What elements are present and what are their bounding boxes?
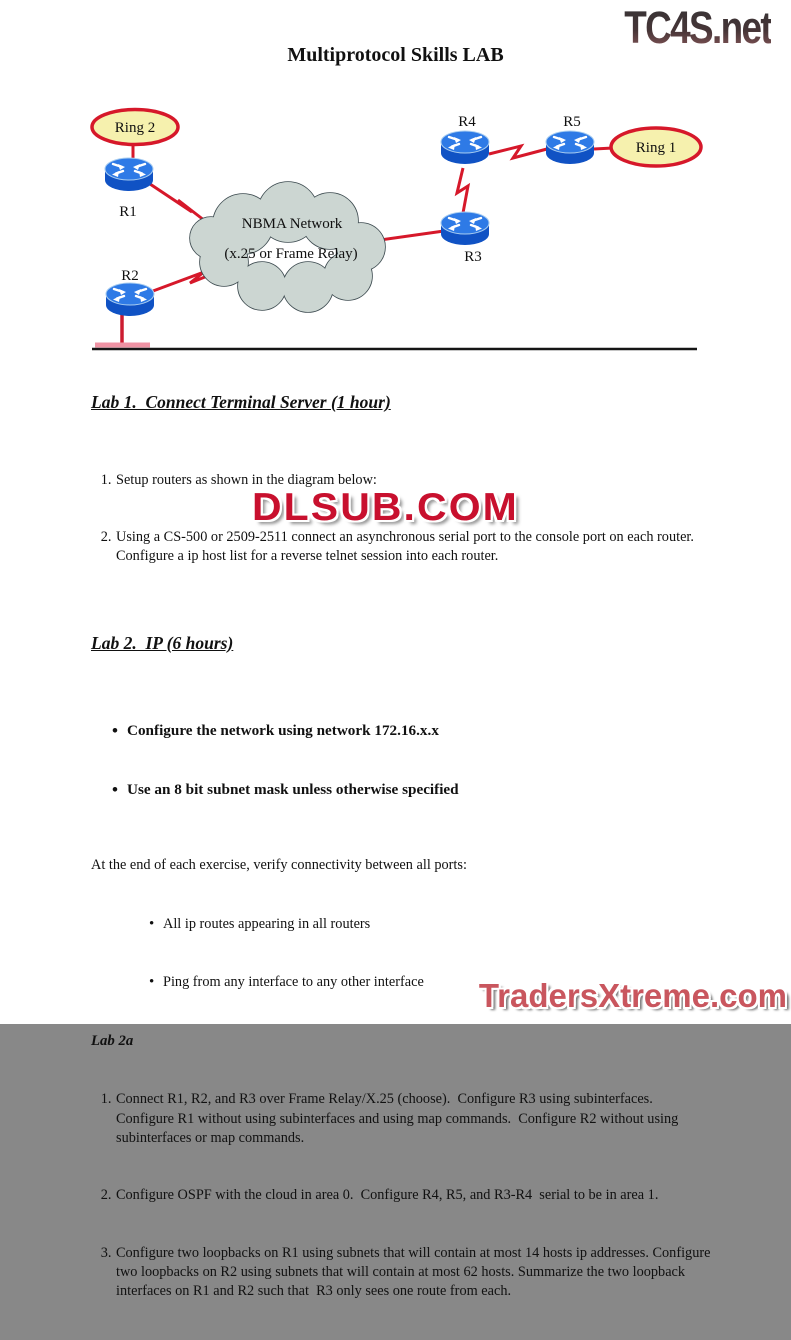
router-r4 [441,114,489,164]
ring1-node [611,128,701,166]
router-r3 [441,212,489,265]
router-r5-label: R5 [563,114,581,130]
ring2-node [92,110,178,145]
ring1-label: Ring 1 [635,140,677,156]
verify-item-1: • All ip routes appearing in all routers [91,915,713,934]
verify-item-2: • Ping from any interface to any other interface [91,973,713,992]
verify-intro: At the end of each exercise, verify connectivity between all ports: [91,857,467,874]
serial-r4-r3 [457,168,468,213]
network-diagram [0,0,791,380]
router-r2-label: R2 [121,268,139,284]
lab2-requirement-1: • Configure the network using network 172.16.x.x [91,720,713,742]
lab2a-heading: Lab 2a [91,1033,134,1050]
lab1-step-2: 2. Using a CS-500 or 2509-2511 connect an asynchronous serial port to the console port on each router. Configure a ip host list for a reverse telnet session into each router. [115,528,713,566]
router-r1 [105,158,153,220]
nbma-cloud [190,182,385,312]
lab1-steps [91,432,713,604]
cloud-label-line2: (x.25 or Frame Relay) [224,246,358,262]
lab2a-step-1: 1. Connect R1, R2, and R3 over Frame Relay/X.25 (choose). Configure R3 using subinterfaces. Configure R1 without using subinterfaces and using map commands. Configure R2 without using subinterfaces or map commands. [115,1090,713,1147]
tc4s-logo: TC4S.net [624,2,771,53]
router-r1-label: R1 [119,204,137,220]
lab1-heading: Lab 1. Connect Terminal Server (1 hour) [91,392,391,412]
serial-r4-r5 [489,146,547,158]
lab2a-step-2: 2. Configure OSPF with the cloud in area 0. Configure R4, R5, and R3-R4 serial to be in area 1. [115,1186,713,1205]
ring2-label: Ring 2 [114,120,156,136]
router-r2 [106,268,154,316]
lab2-requirements [91,681,713,839]
router-r3-label: R3 [464,249,482,265]
link-cloud-r3 [380,231,444,240]
router-r5 [546,114,594,164]
lab2a-steps [91,1052,713,1339]
dlsub-watermark: DLSUB.COM [252,486,519,529]
router-r4-label: R4 [458,114,476,130]
lab2-heading: Lab 2. IP (6 hours) [91,632,234,653]
document-body [91,391,713,1340]
lab1-step-1: 1. Setup routers as shown in the diagram below: [115,471,713,490]
cloud-label-line1: NBMA Network [241,216,343,232]
tradersxtreme-logo: TradersXtreme.com [478,977,787,1014]
lab2a-step-3: 3. Configure two loopbacks on R1 using subnets that will contain at most 14 hosts ip addresses. Configure two loopbacks on R2 using subnets that will contain at most 62 hosts. Summarize the two loopback interfaces on R1 and R2 such that R3 only sees one route from each. [115,1244,713,1301]
page-title: Multiprotocol Skills LAB [287,44,504,66]
lab2-requirement-2: • Use an 8 bit subnet mask unless otherwise specified [91,779,713,801]
